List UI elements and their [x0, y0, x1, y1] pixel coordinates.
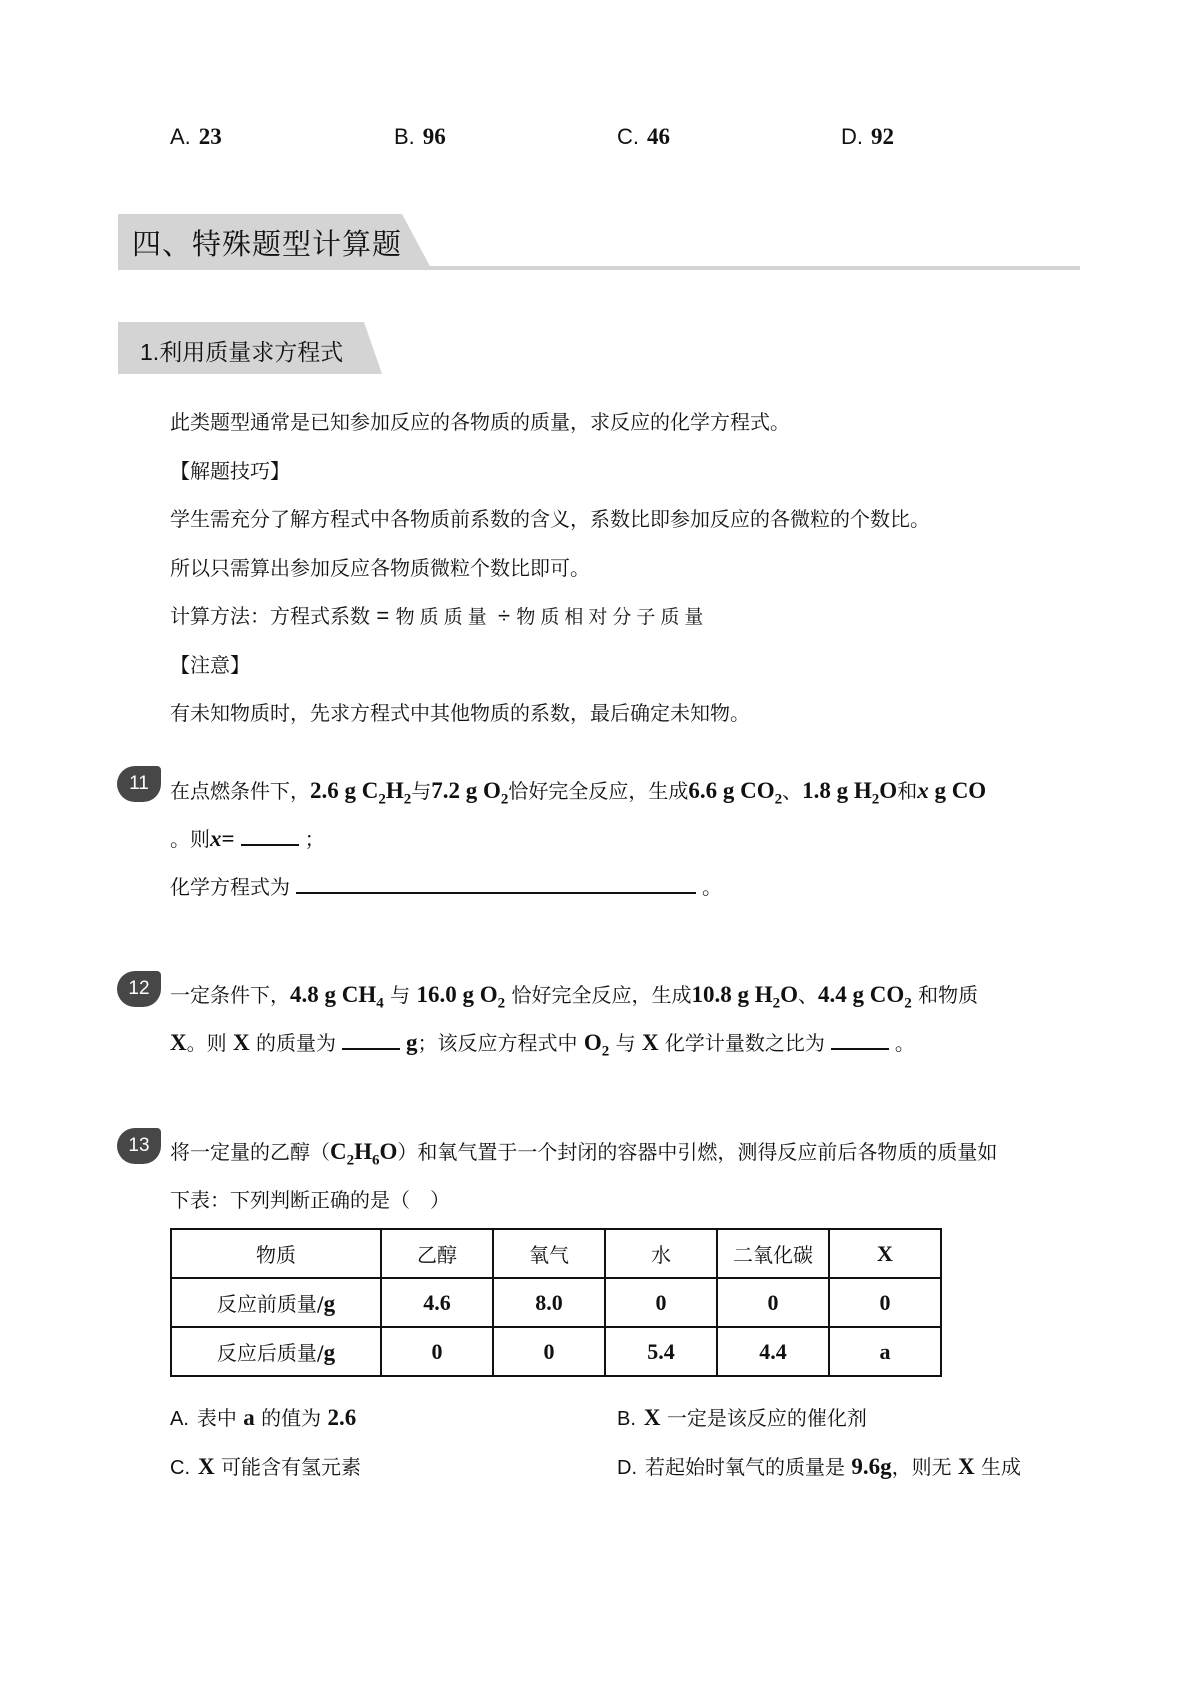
q11-mass: x g CO — [917, 778, 987, 803]
table-row-label: 反应前质量/g — [171, 1278, 381, 1327]
option-a[interactable] — [170, 124, 222, 150]
table-header-cell: X — [829, 1229, 941, 1278]
intro-paragraph: 此类题型通常是已知参加反应的各物质的质量，求反应的化学方程式。 — [170, 410, 790, 434]
table-cell: 4.6 — [381, 1278, 493, 1327]
option-value: 92 — [871, 124, 894, 149]
tip-paragraph: 学生需充分了解方程式中各物质前系数的含义，系数比即参加反应的各微粒的个数比。 — [170, 507, 930, 531]
note-heading: 【注意】 — [170, 653, 250, 677]
option-letter: A. — [170, 124, 191, 149]
option-value: 46 — [647, 124, 670, 149]
table-cell: 0 — [605, 1278, 717, 1327]
table-cell: 0 — [381, 1327, 493, 1376]
q13-option-c[interactable]: C. X 可能含有氢元素 — [170, 1454, 361, 1479]
table-header-cell: 物质 — [171, 1229, 381, 1278]
table-cell: 4.4 — [717, 1327, 829, 1376]
table-header-cell: 水 — [605, 1229, 717, 1278]
table-cell: 5.4 — [605, 1327, 717, 1376]
table-cell: 8.0 — [493, 1278, 605, 1327]
table-header-row — [171, 1229, 941, 1278]
q13-line2: 下表：下列判断正确的是（ ） — [170, 1188, 450, 1212]
q11-mass: 7.2 g $O_2$ — [431, 778, 509, 808]
answer-blank[interactable] — [296, 878, 696, 894]
data-table — [170, 1228, 942, 1377]
option-b[interactable] — [394, 124, 446, 150]
table-row — [171, 1327, 941, 1376]
q11-mass: 1.8 g $H_2O$ — [802, 778, 898, 808]
option-value: 23 — [198, 124, 222, 149]
tip-paragraph: 所以只需算出参加反应各物质微粒个数比即可。 — [170, 556, 590, 580]
option-letter: B. — [394, 124, 415, 149]
q11-text: 与 — [411, 779, 432, 803]
answer-blank[interactable] — [241, 830, 299, 846]
q11-line2: 。则x= ； — [170, 826, 325, 851]
option-letter: D. — [841, 124, 863, 149]
q13-line1: 将一定量的乙醇$(C_2H_6O)$和氧气置于一个封闭的容器中引燃，测得反应前后各物质的质量如 — [170, 1139, 998, 1169]
q12-line1: 一定条件下，4.8 g $CH_4$ 与 16.0 g $O_2$ 恰好完全反应，生成10.8 g $H_2O$、4.4 g $CO_2$ 和物质 — [170, 982, 979, 1012]
q11-text: 和 — [897, 779, 918, 803]
question-number-badge: 11 — [117, 766, 161, 802]
q13-option-a[interactable]: A. 表中 a 的值为 2.6 — [170, 1405, 357, 1430]
option-letter: C. — [617, 124, 639, 149]
table-header-cell: 二氧化碳 — [717, 1229, 829, 1278]
divide-sign: ÷ — [497, 603, 511, 628]
option-c[interactable] — [617, 124, 670, 150]
table-header-cell: 乙醇 — [381, 1229, 493, 1278]
method-mr: 物质相对分子质量 — [516, 606, 709, 628]
option-letter: D. — [617, 1457, 637, 1479]
q11-line1 — [170, 775, 986, 809]
q12-line2: X。则 X 的质量为 g；该反应方程式中 $O_2$ 与 X 化学计量数之比为 。 — [170, 1030, 915, 1060]
q11-text: 、 — [782, 779, 803, 803]
subsection-number: 1. — [140, 339, 160, 365]
q13-option-d[interactable]: D. 若起始时氧气的质量是 9.6g，则无 X 生成 — [617, 1454, 1021, 1479]
q13-option-b[interactable]: B. X 一定是该反应的催化剂 — [617, 1405, 867, 1430]
subsection-label: 利用质量求方程式 — [159, 340, 344, 366]
table-cell: 0 — [493, 1327, 605, 1376]
answer-blank[interactable] — [342, 1034, 400, 1050]
table-cell: 0 — [717, 1278, 829, 1327]
table-cell: 0 — [829, 1278, 941, 1327]
method-mass: 物质质量 — [395, 606, 492, 628]
question-number-badge: 13 — [117, 1128, 161, 1164]
equals-sign: = — [376, 603, 390, 628]
subsection-title — [140, 334, 343, 367]
q11-mass: 2.6 g $C_2H_2$ — [310, 778, 412, 808]
section-title: 四、特殊题型计算题 — [132, 227, 403, 261]
q11-text: 恰好完全反应，生成 — [508, 779, 689, 803]
question-number-badge: 12 — [117, 971, 161, 1007]
table-row — [171, 1278, 941, 1327]
option-letter: A. — [170, 1408, 189, 1430]
method-line — [170, 600, 708, 629]
table-header-cell: 氧气 — [493, 1229, 605, 1278]
table-row-label: 反应后质量/g — [171, 1327, 381, 1376]
option-value: 96 — [422, 124, 446, 149]
section-header — [118, 214, 1080, 274]
option-letter: B. — [617, 1408, 636, 1430]
q11-text: 在点燃条件下， — [170, 779, 310, 803]
option-letter: C. — [170, 1457, 190, 1479]
option-d[interactable] — [841, 124, 894, 150]
method-prefix: 计算方法：方程式系数 — [170, 604, 370, 628]
table-cell: a — [829, 1327, 941, 1376]
q11-mass: 6.6 g $CO_2$ — [688, 778, 783, 808]
q11-line3: 化学方程式为 。 — [170, 875, 722, 899]
note-paragraph: 有未知物质时，先求方程式中其他物质的系数，最后确定未知物。 — [170, 701, 750, 725]
tip-heading: 【解题技巧】 — [170, 459, 290, 483]
answer-blank[interactable] — [831, 1034, 889, 1050]
